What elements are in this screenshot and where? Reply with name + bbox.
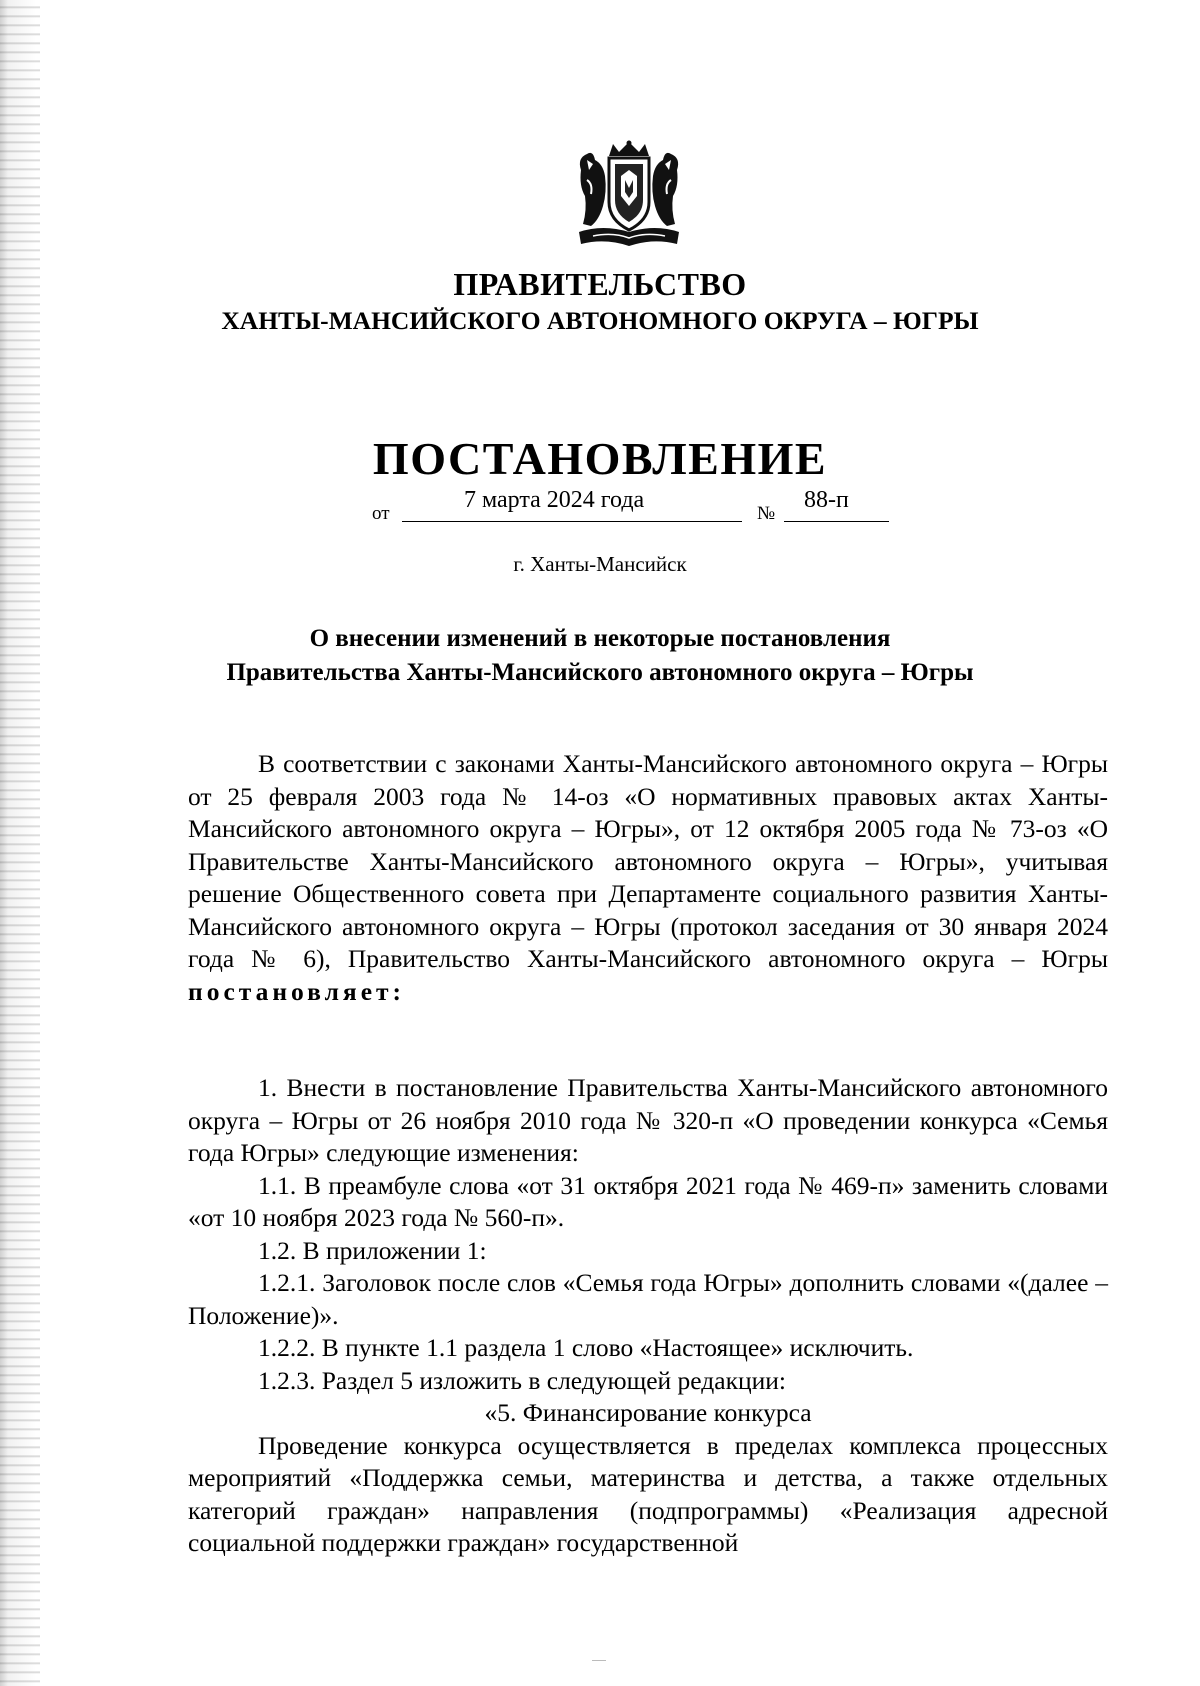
item-1-2: 1.2. В приложении 1: [258, 1235, 487, 1265]
number-prefix: № [757, 503, 776, 524]
document-subject [0, 622, 1200, 690]
date-underline [402, 521, 742, 522]
section-5-title: «5. Финансирование конкурса [484, 1398, 812, 1427]
decree-keyword: постановляет: [188, 976, 406, 1006]
document-number: 88-п [804, 487, 849, 513]
coat-of-arms-emblem [573, 140, 685, 250]
preamble-paragraph [188, 748, 1108, 1008]
subject-line-1: О внесении изменений в некоторые постановления [309, 625, 891, 652]
item-1: 1. Внести в постановление Правительства Ханты-Мансийского автономного округа – Югры от 26 ноября 2010 года № 320-п «О проведении конкурса «Семья года Югры» следующие изменения: [188, 1073, 1108, 1167]
scan-edge [0, 0, 40, 1686]
page-footer-mark [592, 1660, 606, 1661]
section-5-text: Проведение конкурса осуществляется в пределах комплекса процессных мероприятий «Поддержка семьи, материнства и детства, а также отдельных категорий граждан» направления (подпрограммы) «Реализация адресной социальной поддержки граждан» государственной [188, 1430, 1108, 1557]
government-title: ПРАВИТЕЛЬСТВО [453, 266, 747, 302]
date-number-row [372, 487, 892, 527]
item-1-2-2: 1.2.2. В пункте 1.1 раздела 1 слово «Настоящее» исключить. [258, 1333, 914, 1362]
number-underline [784, 521, 889, 522]
items-block [188, 1072, 1108, 1560]
preamble-block [188, 748, 1108, 1008]
date-prefix: от [372, 503, 390, 524]
item-1-2-1: 1.2.1. Заголовок после слов «Семья года Югры» дополнить словами «(далее – Положение)». [188, 1268, 1108, 1330]
preamble-text: В соответствии с законами Ханты-Мансийского автономного округа – Югры от 25 февраля 2003 года № 14-оз «О нормативных правовых актах Ханты-Мансийского автономного округа – Югры», от 12 октября 2005 года № 73-оз «О Правительстве Ханты-Мансийского автономного округа – Югры», учитывая решение Общественного совета при Департаменте социального развития Ханты-Мансийского автономного округа – Югры (протокол заседания от 30 января 2024 года № 6), Правительство Ханты-Мансийского автономного округа – Югры [188, 749, 1108, 973]
item-1-2-3: 1.2.3. Раздел 5 изложить в следующей редакции: [258, 1365, 786, 1395]
document-date: 7 марта 2024 года [464, 487, 645, 513]
subject-line-2: Правительства Ханты-Мансийского автономного округа – Югры [226, 659, 974, 686]
issue-city: г. Ханты-Мансийск [513, 552, 687, 576]
document-type: ПОСТАНОВЛЕНИЕ [372, 433, 828, 484]
item-1-1: 1.1. В преамбуле слова «от 31 октября 2021 года № 469-п» заменить словами «от 10 ноября 2023 года № 560-п». [188, 1170, 1108, 1232]
government-region: ХАНТЫ-МАНСИЙСКОГО АВТОНОМНОГО ОКРУГА – ЮГРЫ [221, 306, 979, 335]
